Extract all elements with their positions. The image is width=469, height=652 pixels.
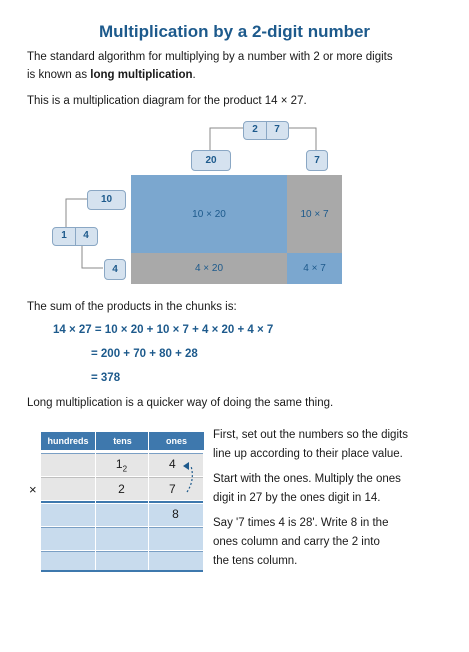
intro-line-3: This is a multiplication diagram for the product 14 × 27. — [27, 95, 307, 107]
explain-p1-l2: line up according to their place value. — [213, 448, 403, 460]
chunk-label-tl: 10 × 20 — [192, 209, 226, 220]
equation-line-2: = 200 + 70 + 80 + 28 — [91, 348, 198, 360]
area-diagram — [0, 0, 469, 300]
explain-p1-l1: First, set out the numbers so the digits — [213, 429, 408, 441]
top-split-tens: 20 — [191, 150, 231, 171]
equation-line-3: = 378 — [91, 372, 121, 384]
row2-ones: 7 — [169, 482, 176, 496]
equation-line-1: 14 × 27 = 10 × 20 + 10 × 7 + 4 × 20 + 4 × 7 — [53, 324, 274, 336]
top-factor-box — [243, 121, 289, 140]
row3-ones: 8 — [172, 507, 179, 521]
top-connector-left — [210, 128, 243, 152]
sum-intro: The sum of the products in the chunks is: — [27, 301, 237, 313]
explain-p3-l2: ones column and carry the 2 into — [213, 536, 380, 548]
page-title: Multiplication by a 2-digit number — [98, 22, 371, 41]
grid-row-4 — [41, 528, 203, 550]
left-factor-tens: 1 — [61, 230, 67, 241]
intro-line-2-post: . — [192, 69, 196, 81]
left-split-ones: 4 — [104, 259, 126, 280]
chunk-label-br: 4 × 7 — [303, 263, 326, 274]
explain-p2-l2: digit in 27 by the ones digit in 14. — [213, 492, 381, 504]
multiply-arrow-icon — [173, 456, 199, 496]
carry-digit: 2 — [122, 464, 128, 474]
left-factor-box — [52, 227, 98, 246]
explain-p3-l3: the tens column. — [213, 555, 298, 567]
left-factor-ones: 4 — [83, 230, 89, 241]
col-header-hundreds: hundreds — [41, 432, 95, 450]
rule — [41, 570, 203, 572]
top-factor-tens: 2 — [252, 124, 258, 135]
row1-ones: 4 — [169, 457, 176, 471]
term-long-multiplication: long multiplication — [90, 69, 193, 81]
row1-tens-digit: 1 — [115, 457, 123, 471]
explanation — [213, 426, 453, 571]
multiply-sign: × — [29, 482, 37, 497]
long-mult-grid — [41, 432, 203, 572]
chunk-label-bl: 4 × 20 — [194, 263, 224, 274]
top-split-ones: 7 — [306, 150, 328, 171]
chunk-label-tr: 10 × 7 — [300, 209, 329, 220]
col-header-tens: tens — [95, 432, 149, 450]
intro-line-1: The standard algorithm for multiplying by a number with 2 or more digits — [27, 51, 393, 63]
left-connector-bottom — [82, 244, 103, 268]
rule — [41, 453, 203, 454]
left-split-tens: 10 — [87, 190, 126, 210]
col-header-ones: ones — [148, 432, 204, 450]
top-connector-right — [287, 128, 316, 150]
grid-row-5 — [41, 552, 203, 570]
rule — [41, 527, 203, 528]
left-connector-top — [66, 199, 87, 228]
intro-line-2-pre: is known as — [27, 69, 91, 81]
answer-line — [41, 501, 203, 503]
top-factor-ones: 7 — [274, 124, 280, 135]
explain-p3-l1: Say '7 times 4 is 28'. Write 8 in the — [213, 517, 389, 529]
row2-tens: 2 — [118, 482, 125, 496]
row1-tens — [95, 457, 148, 473]
long-mult-intro: Long multiplication is a quicker way of doing the same thing. — [27, 397, 334, 409]
explain-p2-l1: Start with the ones. Multiply the ones — [213, 473, 401, 485]
rule — [41, 551, 203, 552]
